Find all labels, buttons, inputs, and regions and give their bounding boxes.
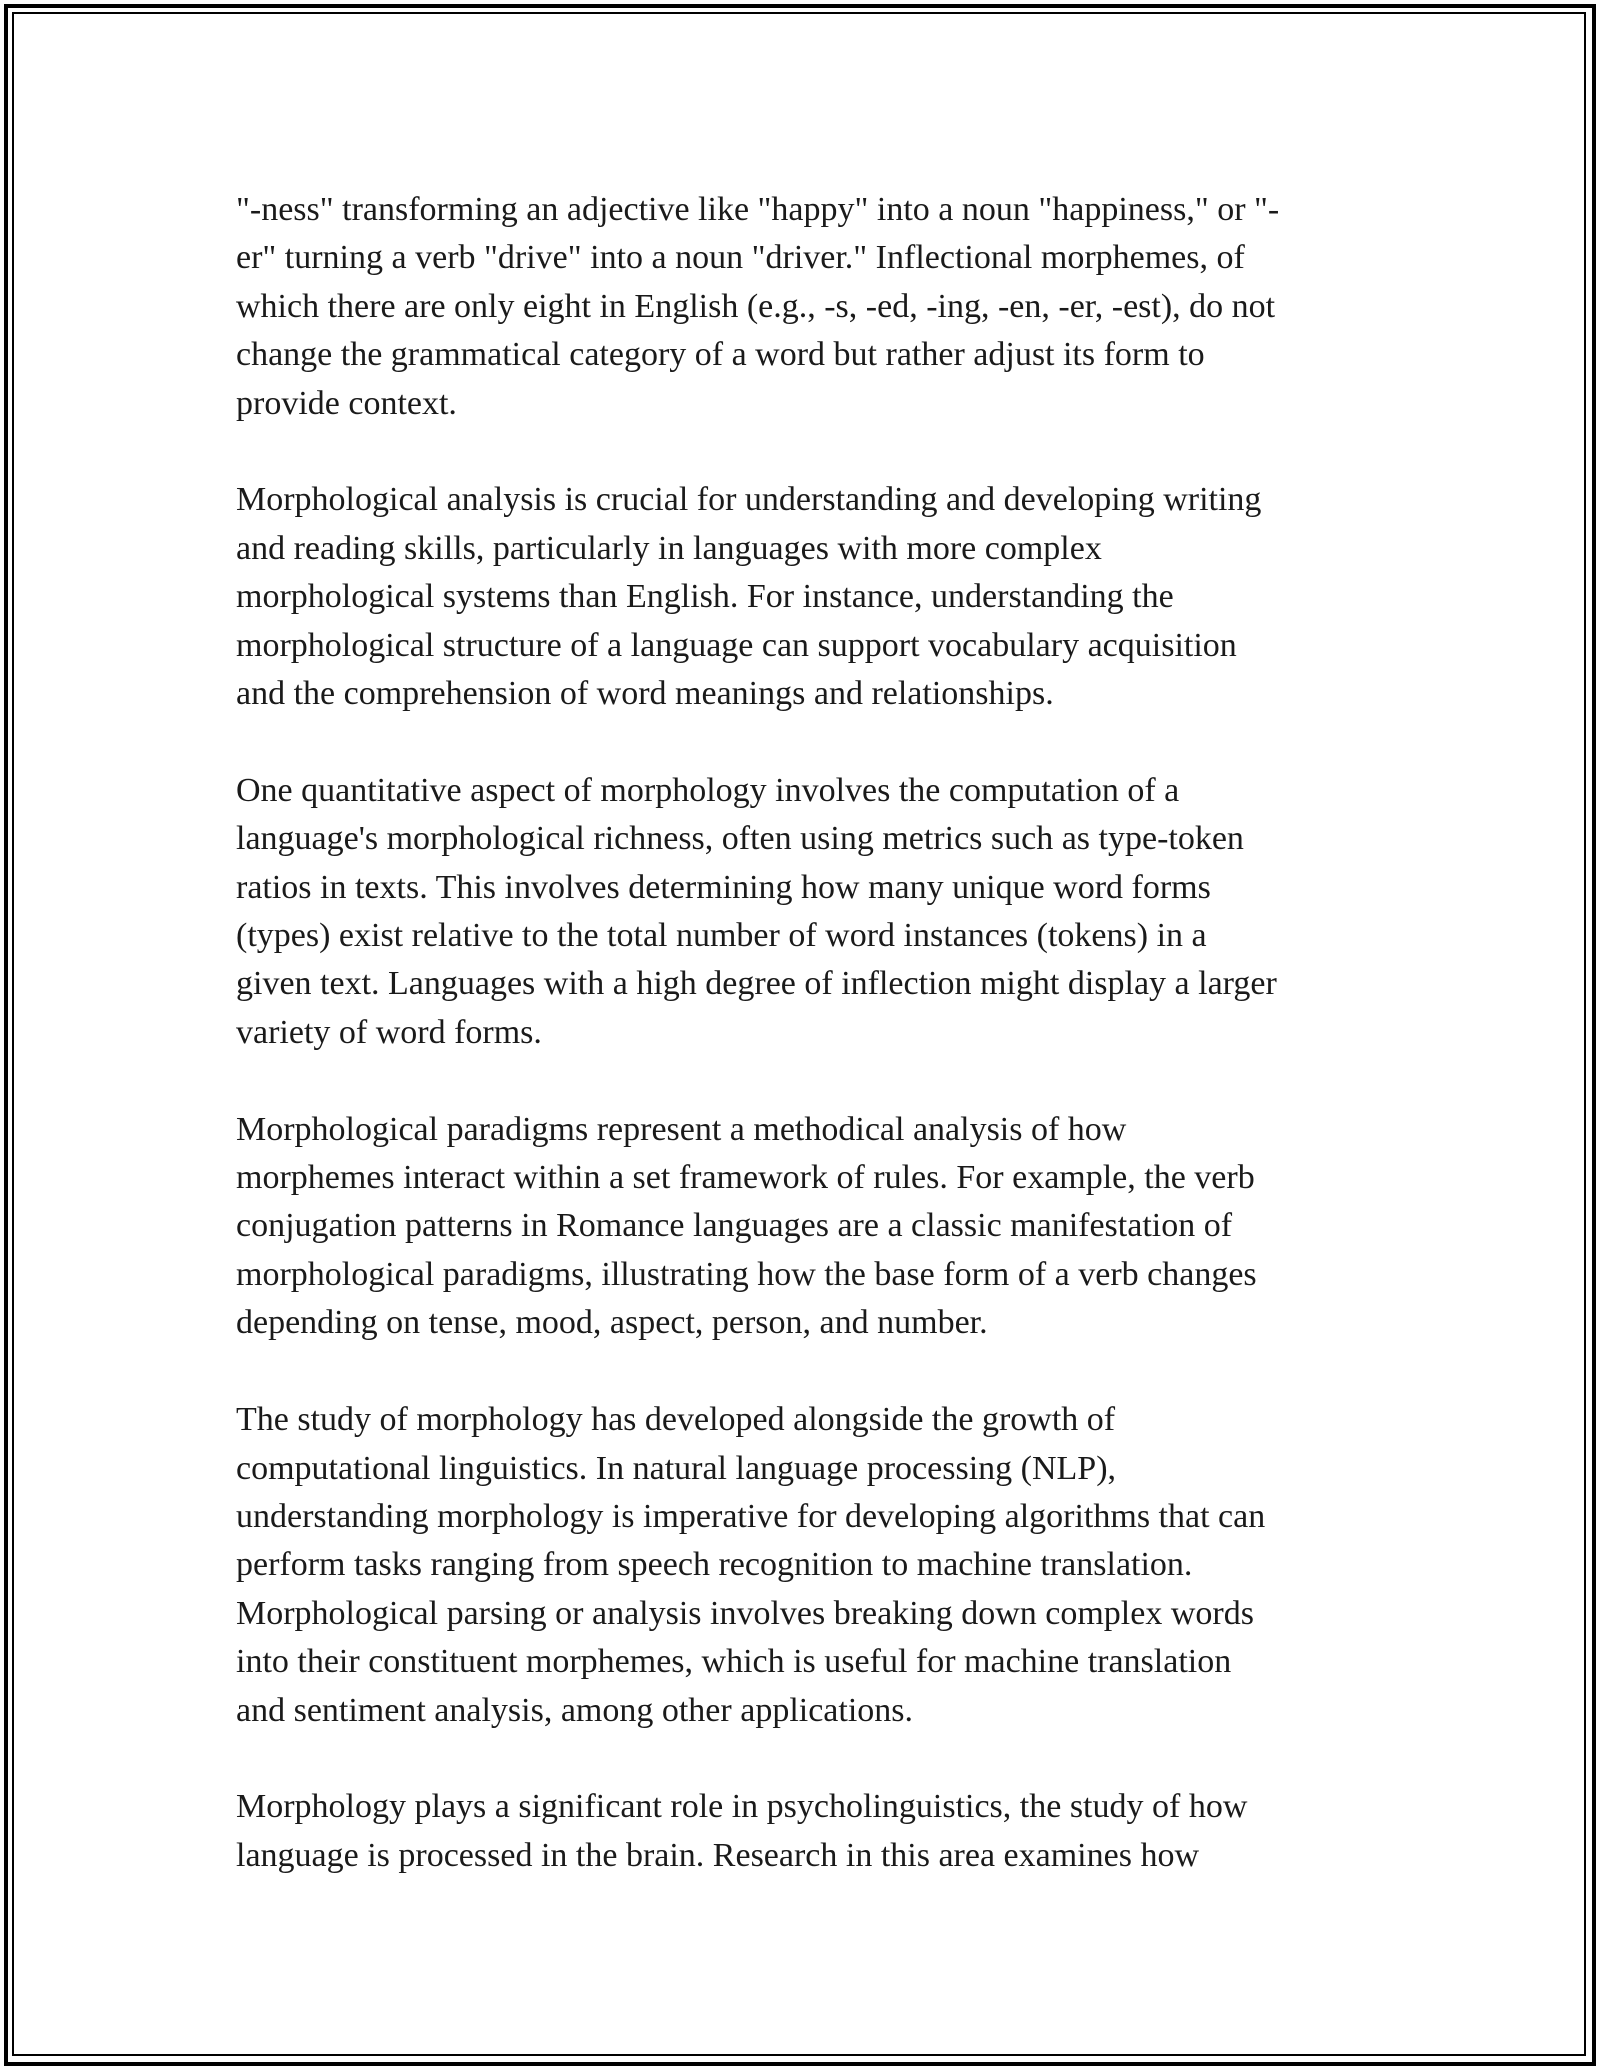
paragraph-quantitative-aspect: One quantitative aspect of morphology involves the computation of a language's morphological richness, often using metrics such as type-token ratios in texts. This involves determining how many unique word forms (types) exist relative to the total number of word instances (tokens) in a given text. Languages with a high degree of inflection might display a larger variety of word forms. bbox=[236, 771, 1277, 1051]
paragraph-psycholinguistics: Morphology plays a significant role in psycholinguistics, the study of how language is processed in the brain. Research in this area examines how bbox=[236, 1788, 1248, 1874]
paragraph-computational-linguistics: The study of morphology has developed alongside the growth of computational linguistics. In natural language processing (NLP), understanding morphology is imperative for developing algorithms that can perform tasks ranging from speech recognition to machine translation. Morphological parsing or analysis involves breaking down complex words into their constituent morphemes, which is useful for machine translation and sentiment analysis, among other applications. bbox=[236, 1401, 1266, 1729]
paragraph-morphological-analysis: Morphological analysis is crucial for understanding and developing writing and reading skills, particularly in languages with more complex morphological systems than English. For instance, understanding the morphological structure of a language can support vocabulary acquisition and the comprehension of word meanings and relationships. bbox=[236, 481, 1262, 713]
paragraph-morphological-paradigms: Morphological paradigms represent a methodical analysis of how morphemes interact within a set framework of rules. For example, the verb conjugation patterns in Romance languages are a classic manifestation of morphological paradigms, illustrating how the base form of a verb changes depending on tense, mood, aspect, person, and number. bbox=[236, 1110, 1257, 1342]
paragraph-suffix-morphemes: "-ness" transforming an adjective like "happy" into a noun "happiness," or "- er" turning a verb "drive" into a noun "driver." Inflectional morphemes, of which there are only eight in English (e.g., -s, -ed, -ing, -en, -er, -est), do not change the grammatical category of a word but rather adjust its form to provide context. bbox=[236, 191, 1280, 422]
document-body bbox=[236, 186, 1371, 1880]
